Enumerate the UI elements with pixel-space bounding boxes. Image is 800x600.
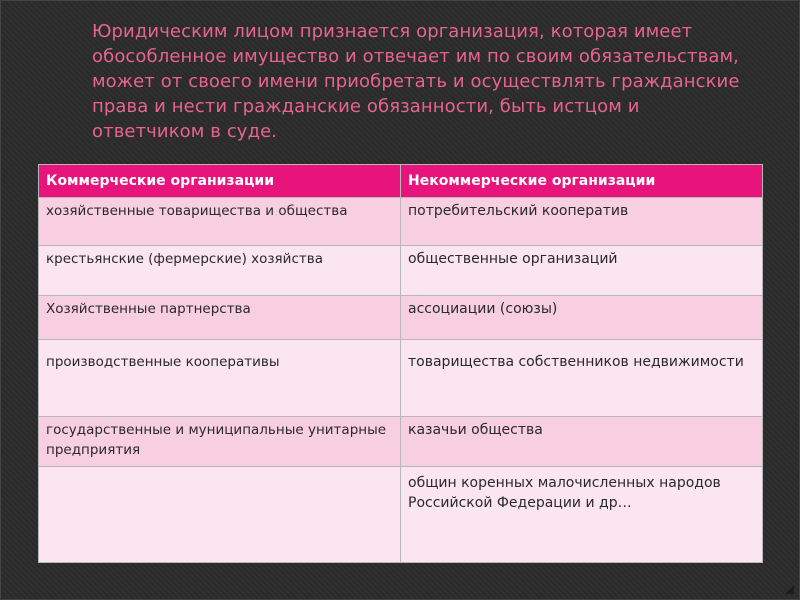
table-row — [39, 467, 763, 563]
noncommercial-cell: общественные организаций — [401, 246, 763, 296]
table-row — [39, 246, 763, 296]
commercial-cell: крестьянские (фермерские) хозяйства — [39, 246, 401, 296]
table-header-row — [39, 165, 763, 198]
header-commercial: Коммерческие организации — [39, 165, 401, 198]
header-noncommercial: Некоммерческие организации — [401, 165, 763, 198]
slide-heading: Юридическим лицом признается организация, которая имеет обособленное имущество и отвечает им по своим обязательствам, может от своего имени приобретать и осуществлять гражданские права и нести гражданские обязанности, быть истцом и ответчиком в суде. — [92, 21, 740, 142]
commercial-cell: Хозяйственные партнерства — [39, 296, 401, 340]
table-row — [39, 340, 763, 417]
corner-triangle-icon — [785, 585, 794, 594]
noncommercial-cell: товарищества собственников недвижимости — [401, 340, 763, 417]
noncommercial-cell: казачьи общества — [401, 417, 763, 467]
table-row — [39, 198, 763, 246]
noncommercial-cell: потребительский кооператив — [401, 198, 763, 246]
noncommercial-cell: общин коренных малочисленных народов Российской Федерации и др… — [401, 467, 763, 563]
organizations-table — [38, 164, 763, 563]
table-row — [39, 417, 763, 467]
commercial-cell-empty — [39, 467, 401, 563]
commercial-cell: государственные и муниципальные унитарные предприятия — [39, 417, 401, 467]
commercial-cell: производственные кооперативы — [39, 340, 401, 417]
table-row — [39, 296, 763, 340]
commercial-cell: хозяйственные товарищества и общества — [39, 198, 401, 246]
noncommercial-cell: ассоциации (союзы) — [401, 296, 763, 340]
